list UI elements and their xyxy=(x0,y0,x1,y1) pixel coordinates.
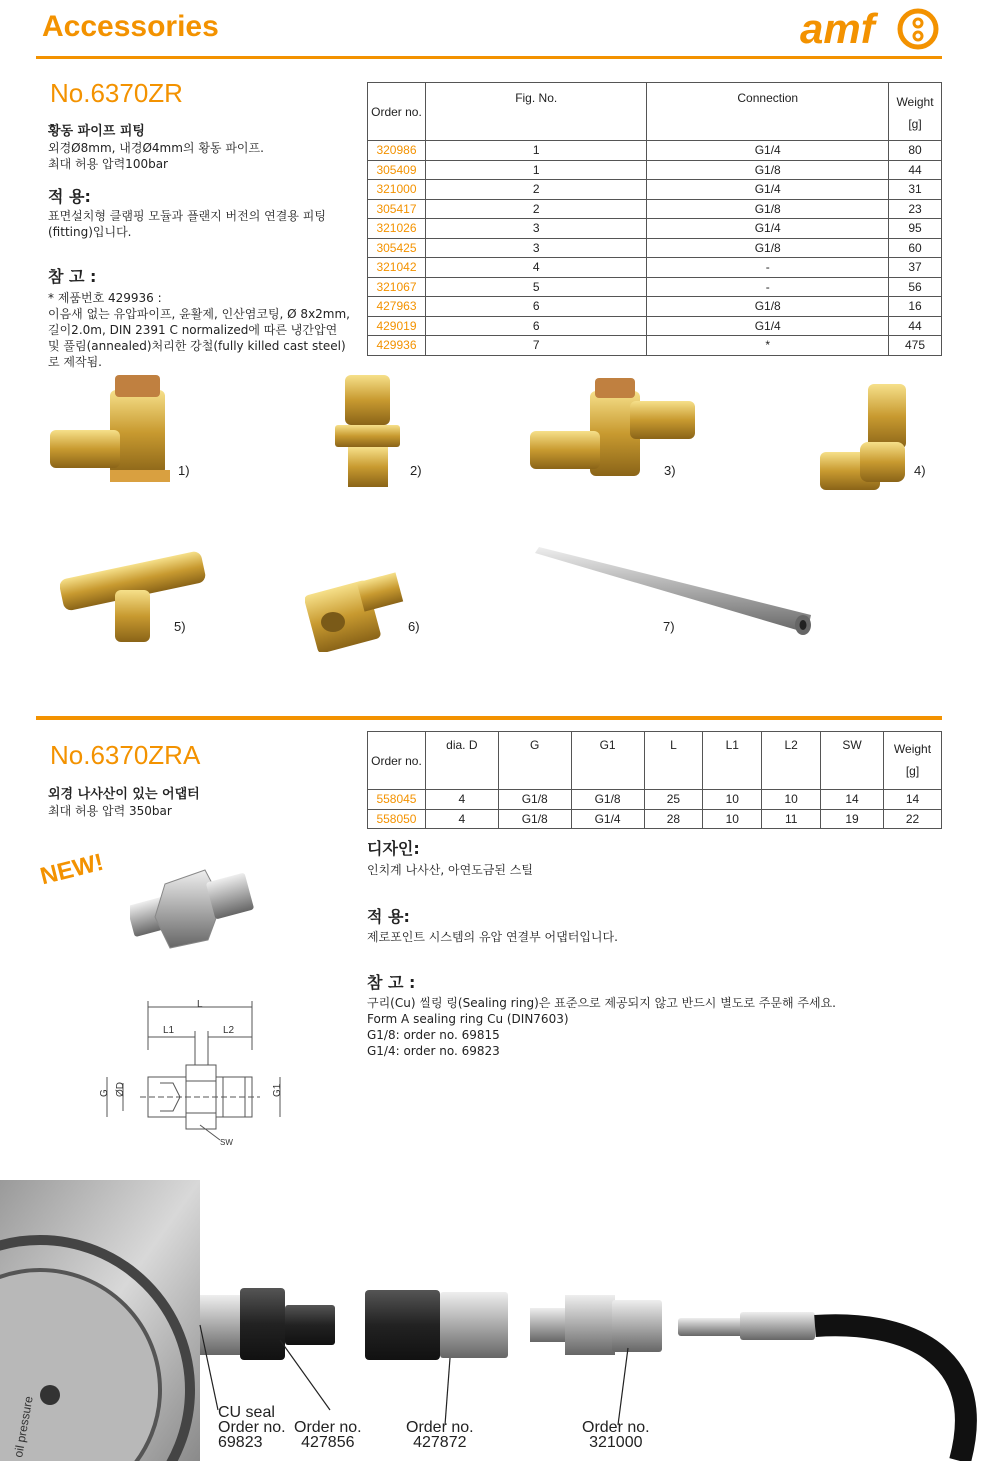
table-cell: 11 xyxy=(762,809,821,829)
cell-order: 321042 xyxy=(368,258,426,278)
cell-conn: G1/8 xyxy=(647,199,889,219)
cell-conn: * xyxy=(647,336,889,356)
col-header: Order no. xyxy=(368,732,426,790)
table-cell: G1/8 xyxy=(498,809,571,829)
section2-apply-text: 제로포인트 시스템의 유압 연결부 어댑터입니다. xyxy=(367,930,618,944)
cell-order: 321000 xyxy=(368,180,426,200)
cell-conn: G1/8 xyxy=(647,238,889,258)
table-row xyxy=(368,160,942,180)
section1-table-body xyxy=(368,141,942,356)
dim-SW: SW xyxy=(220,1138,233,1147)
section1-apply-text2: (fitting)입니다. xyxy=(48,225,132,239)
note-line: Form A sealing ring Cu (DIN7603) xyxy=(367,1012,569,1026)
section1-table xyxy=(367,82,942,356)
section1-apply-heading: 적 용: xyxy=(48,187,91,206)
photo-label-1: CU seal Order no. 69823 xyxy=(218,1404,286,1451)
fig-label-7: 7) xyxy=(663,619,675,634)
table-row xyxy=(368,258,942,278)
fig-label-6: 6) xyxy=(408,619,420,634)
cell-order: 305425 xyxy=(368,238,426,258)
fig-label-1: 1) xyxy=(178,463,190,478)
table-row xyxy=(368,809,942,829)
section2-title: No.6370ZRA xyxy=(50,740,201,770)
fig-label-2: 2) xyxy=(410,463,422,478)
cell-fig: 4 xyxy=(425,258,647,278)
col-weight: Weight [g] xyxy=(889,83,942,141)
section-divider xyxy=(36,716,942,720)
cell-conn: G1/8 xyxy=(647,297,889,317)
page-title: Accessories xyxy=(42,10,219,43)
cell-weight: 37 xyxy=(889,258,942,278)
fig-label-3: 3) xyxy=(664,463,676,478)
cell-order: 321067 xyxy=(368,277,426,297)
fitting-6-image xyxy=(305,572,405,652)
header-divider xyxy=(36,56,942,59)
col-order: Order no. xyxy=(368,83,426,141)
design-text: 인치계 나사산, 아연도금된 스틸 xyxy=(367,863,533,877)
dim-L: L xyxy=(197,999,203,1010)
section1-subtitle: 황동 파이프 피팅 xyxy=(48,124,145,139)
note-line: * 제품번호 429936 : xyxy=(48,291,162,305)
cell-order: 427963 xyxy=(368,297,426,317)
amf-logo xyxy=(800,5,942,51)
note-line: 길이2.0m, DIN 2391 C normalized에 따른 냉간압연 xyxy=(48,323,338,337)
note-line: 및 풀림(annealed)처리한 강철(fully killed cast steel) xyxy=(48,339,346,353)
cell-weight: 80 xyxy=(889,141,942,161)
cell-weight: 31 xyxy=(889,180,942,200)
cell-fig: 3 xyxy=(425,219,647,239)
cell-weight: 475 xyxy=(889,336,942,356)
cell-order: 320986 xyxy=(368,141,426,161)
cell-weight: 95 xyxy=(889,219,942,239)
table-cell: 28 xyxy=(644,809,703,829)
fitting-5-image xyxy=(60,535,210,645)
col-header: SW xyxy=(821,732,884,790)
cell-fig: 3 xyxy=(425,238,647,258)
section1-apply-text1: 표면설치형 클램핑 모듈과 플랜지 버전의 연결용 피팅 xyxy=(48,209,326,223)
cell-conn: - xyxy=(647,277,889,297)
section2-apply-heading: 적 용: xyxy=(367,907,410,926)
cell-order: 429936 xyxy=(368,336,426,356)
installation-photo xyxy=(0,1180,1000,1461)
cell-weight: 60 xyxy=(889,238,942,258)
cell-order: 305417 xyxy=(368,199,426,219)
photo-label-4: Order no. 321000 xyxy=(582,1419,650,1451)
cell-weight: 16 xyxy=(889,297,942,317)
cell-conn: G1/8 xyxy=(647,160,889,180)
section1-desc1: 외경Ø8mm, 내경Ø4mm의 황동 파이프. xyxy=(48,141,264,155)
section1-note xyxy=(48,290,363,370)
adapter-drawing xyxy=(85,995,295,1150)
cell-weight: 44 xyxy=(889,160,942,180)
cell-fig: 2 xyxy=(425,199,647,219)
table-cell: 558050 xyxy=(368,809,426,829)
table-row xyxy=(368,238,942,258)
dim-L2: L2 xyxy=(223,1025,235,1036)
table-cell: G1/8 xyxy=(498,790,571,810)
section2-note xyxy=(367,995,937,1059)
table-cell: 10 xyxy=(703,790,762,810)
cell-fig: 7 xyxy=(425,336,647,356)
cell-fig: 2 xyxy=(425,180,647,200)
table-cell: 25 xyxy=(644,790,703,810)
design-heading: 디자인: xyxy=(367,839,420,858)
section2-subtitle: 외경 나사산이 있는 어댑터 xyxy=(48,787,200,802)
svg-text:amf: amf xyxy=(800,5,875,51)
dim-G: G xyxy=(99,1089,110,1097)
table-row xyxy=(368,277,942,297)
pipe-7-image xyxy=(535,545,815,640)
table-row xyxy=(368,297,942,317)
table-row xyxy=(368,336,942,356)
note-line: G1/4: order no. 69823 xyxy=(367,1044,500,1058)
table-cell: 10 xyxy=(762,790,821,810)
table-cell: 10 xyxy=(703,809,762,829)
section1-title: No.6370ZR xyxy=(50,78,183,108)
cell-order: 321026 xyxy=(368,219,426,239)
fig-label-4: 4) xyxy=(914,463,926,478)
table-row xyxy=(368,141,942,161)
cell-conn: G1/4 xyxy=(647,316,889,336)
col-fig: Fig. No. xyxy=(425,83,647,141)
section2-table-body xyxy=(368,790,942,829)
col-header: dia. D xyxy=(425,732,498,790)
photo-side-text: oil pressure xyxy=(11,1395,36,1459)
cell-fig: 5 xyxy=(425,277,647,297)
photo-label-3: Order no. 427872 xyxy=(406,1419,474,1451)
table-row xyxy=(368,790,942,810)
dim-L1: L1 xyxy=(163,1025,175,1036)
table-row xyxy=(368,180,942,200)
fitting-2-image xyxy=(330,370,410,490)
note-line: G1/8: order no. 69815 xyxy=(367,1028,500,1042)
cell-order: 429019 xyxy=(368,316,426,336)
table-cell: 4 xyxy=(425,790,498,810)
table-row xyxy=(368,316,942,336)
cell-order: 305409 xyxy=(368,160,426,180)
table-cell: 558045 xyxy=(368,790,426,810)
col-header: Weight [g] xyxy=(884,732,942,790)
table-cell: 19 xyxy=(821,809,884,829)
table-cell: 22 xyxy=(884,809,942,829)
dim-G1: G1 xyxy=(272,1083,283,1097)
adapter-image xyxy=(130,862,255,952)
cell-weight: 56 xyxy=(889,277,942,297)
section2-desc: 최대 허용 압력 350bar xyxy=(48,804,172,818)
col-header: G xyxy=(498,732,571,790)
note-line: 로 제작됨. xyxy=(48,355,102,369)
col-header: L xyxy=(644,732,703,790)
fitting-4-image xyxy=(820,382,910,494)
section1-desc2: 최대 허용 압력100bar xyxy=(48,157,168,171)
table-cell: 4 xyxy=(425,809,498,829)
table-cell: 14 xyxy=(821,790,884,810)
cell-fig: 6 xyxy=(425,316,647,336)
table-cell: G1/8 xyxy=(571,790,644,810)
dim-D: ØD xyxy=(115,1082,126,1097)
cell-fig: 1 xyxy=(425,141,647,161)
cell-weight: 44 xyxy=(889,316,942,336)
section2-table xyxy=(367,731,942,829)
note-line: 이음새 없는 유압파이프, 윤활제, 인산염코팅, Ø 8x2mm, xyxy=(48,307,350,321)
col-connection: Connection xyxy=(647,83,889,141)
cell-conn: G1/4 xyxy=(647,180,889,200)
cell-conn: G1/4 xyxy=(647,141,889,161)
cell-fig: 6 xyxy=(425,297,647,317)
section2-note-heading: 참 고 : xyxy=(367,973,416,992)
table-cell: 14 xyxy=(884,790,942,810)
new-badge: NEW! xyxy=(37,848,107,891)
photo-label-2: Order no. 427856 xyxy=(294,1419,362,1451)
table-cell: G1/4 xyxy=(571,809,644,829)
section1-note-heading: 참 고 : xyxy=(48,267,97,286)
note-line: 구리(Cu) 씰링 링(Sealing ring)은 표준으로 제공되지 않고 반드시 별도로 주문해 주세요. xyxy=(367,996,836,1010)
col-header: G1 xyxy=(571,732,644,790)
table-row xyxy=(368,219,942,239)
cell-fig: 1 xyxy=(425,160,647,180)
cell-conn: G1/4 xyxy=(647,219,889,239)
col-header: L1 xyxy=(703,732,762,790)
cell-conn: - xyxy=(647,258,889,278)
fig-label-5: 5) xyxy=(174,619,186,634)
cell-weight: 23 xyxy=(889,199,942,219)
table-row xyxy=(368,199,942,219)
col-header: L2 xyxy=(762,732,821,790)
